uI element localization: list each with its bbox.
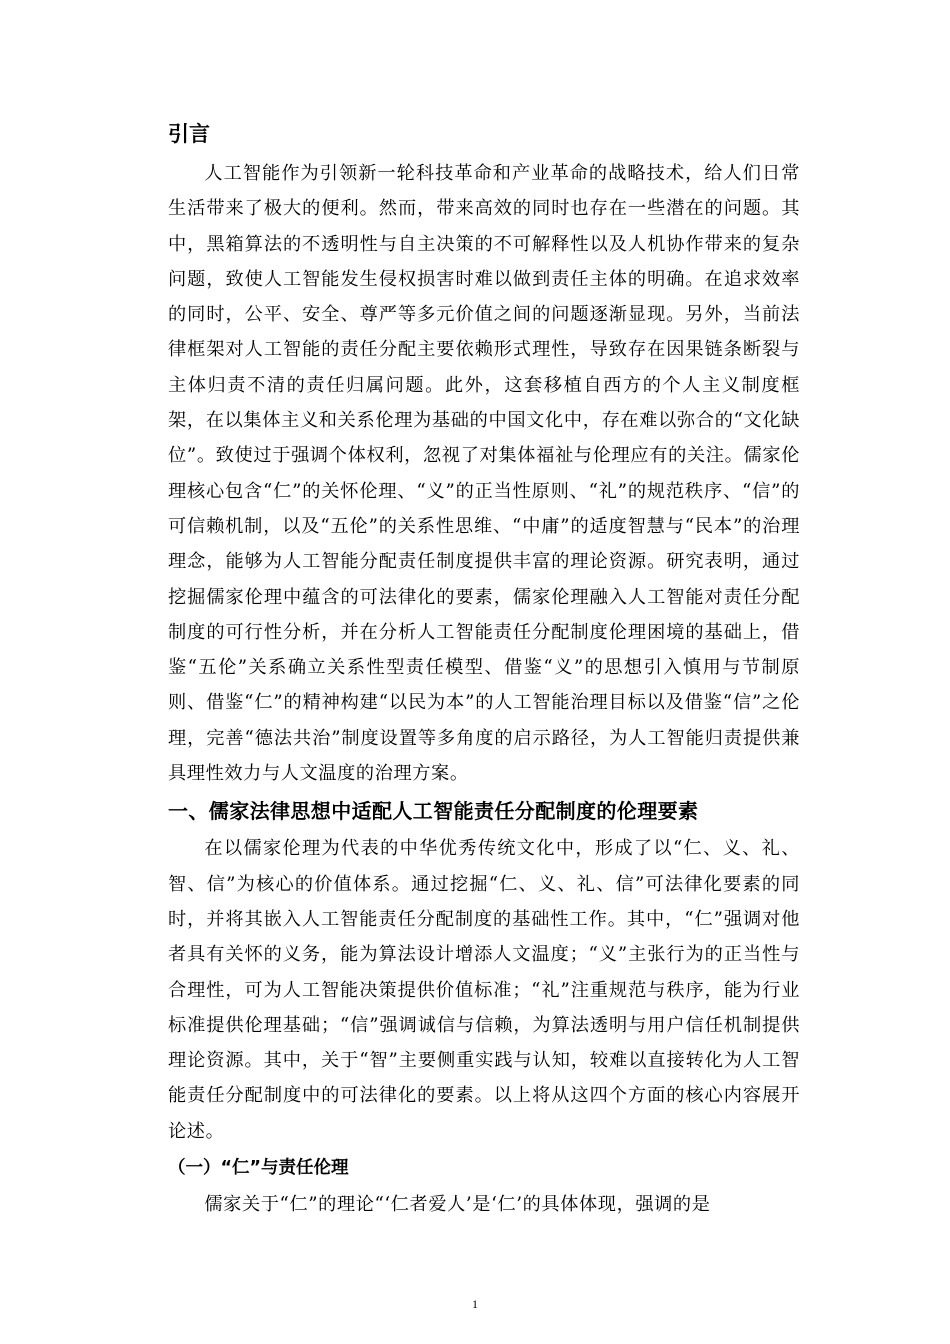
page-content [168,114,800,1222]
intro-paragraph: 人工智能作为引领新一轮科技革命和产业革命的战略技术，给人们日常生活带来了极大的便利。然而，带来高效的同时也存在一些潜在的问题。其中，黑箱算法的不透明性与自主决策的不可解释性以及人机协作带来的复杂问题，致使人工智能发生侵权损害时难以做到责任主体的明确。在追求效率的同时，公平、安全、尊严等多元价值之间的问题逐渐显现。另外，当前法律框架对人工智能的责任分配主要依赖形式理性，导致存在因果链条断裂与主体归责不清的责任归属问题。此外，这套移植自西方的个人主义制度框架，在以集体主义和关系伦理为基础的中国文化中，存在难以弥合的“文化缺位”。致使过于强调个体权利，忽视了对集体福祉与伦理应有的关注。儒家伦理核心包含“仁”的关怀伦理、“义”的正当性原则、“礼”的规范秩序、“信”的可信赖机制，以及“五伦”的关系性思维、“中庸”的适度智慧与“民本”的治理理念，能够为人工智能分配责任制度提供丰富的理论资源。研究表明，通过挖掘儒家伦理中蕴含的可法律化的要素，儒家伦理融入人工智能对责任分配制度的可行性分析，并在分析人工智能责任分配制度伦理困境的基础上，借鉴“五伦”关系确立关系性型责任模型、借鉴“义”的思想引入慎用与节制原则、借鉴“仁”的精神构建“以民为本”的人工智能治理目标以及借鉴“信”之伦理，完善“德法共治”制度设置等多角度的启示路径，为人工智能归责提供兼具理性效力与人文温度的治理方案。 [168,163,800,785]
intro-heading: 引言 [168,122,210,146]
section1-paragraph: 在以儒家伦理为代表的中华优秀传统文化中，形成了以“仁、义、礼、智、信”为核心的价值体系。通过挖掘“仁、义、礼、信”可法律化要素的同时，并将其嵌入人工智能责任分配制度的基础性工作。其中，“仁”强调对他者具有关怀的义务，能为算法设计增添人文温度；“义”主张行为的正当性与合理性，可为人工智能决策提供价值标准；“礼”注重规范与秩序，能为行业标准提供伦理基础；“信”强调诚信与信赖，为算法透明与用户信任机制提供理论资源。其中，关于“智”主要侧重实践与认知，较难以直接转化为人工智能责任分配制度中的可法律化的要素。以上将从这四个方面的核心内容展开论述。 [168,838,800,1142]
subsection1-paragraph: 儒家关于“仁”的理论“‘仁者爱人’是‘仁’的具体体现，强调的是 [204,1194,711,1216]
section1-heading: 一、儒家法律思想中适配人工智能责任分配制度的伦理要素 [168,799,699,824]
page-number: 1 [472,1297,478,1311]
subsection1-heading: （一）“仁”与责任伦理 [168,1158,349,1179]
